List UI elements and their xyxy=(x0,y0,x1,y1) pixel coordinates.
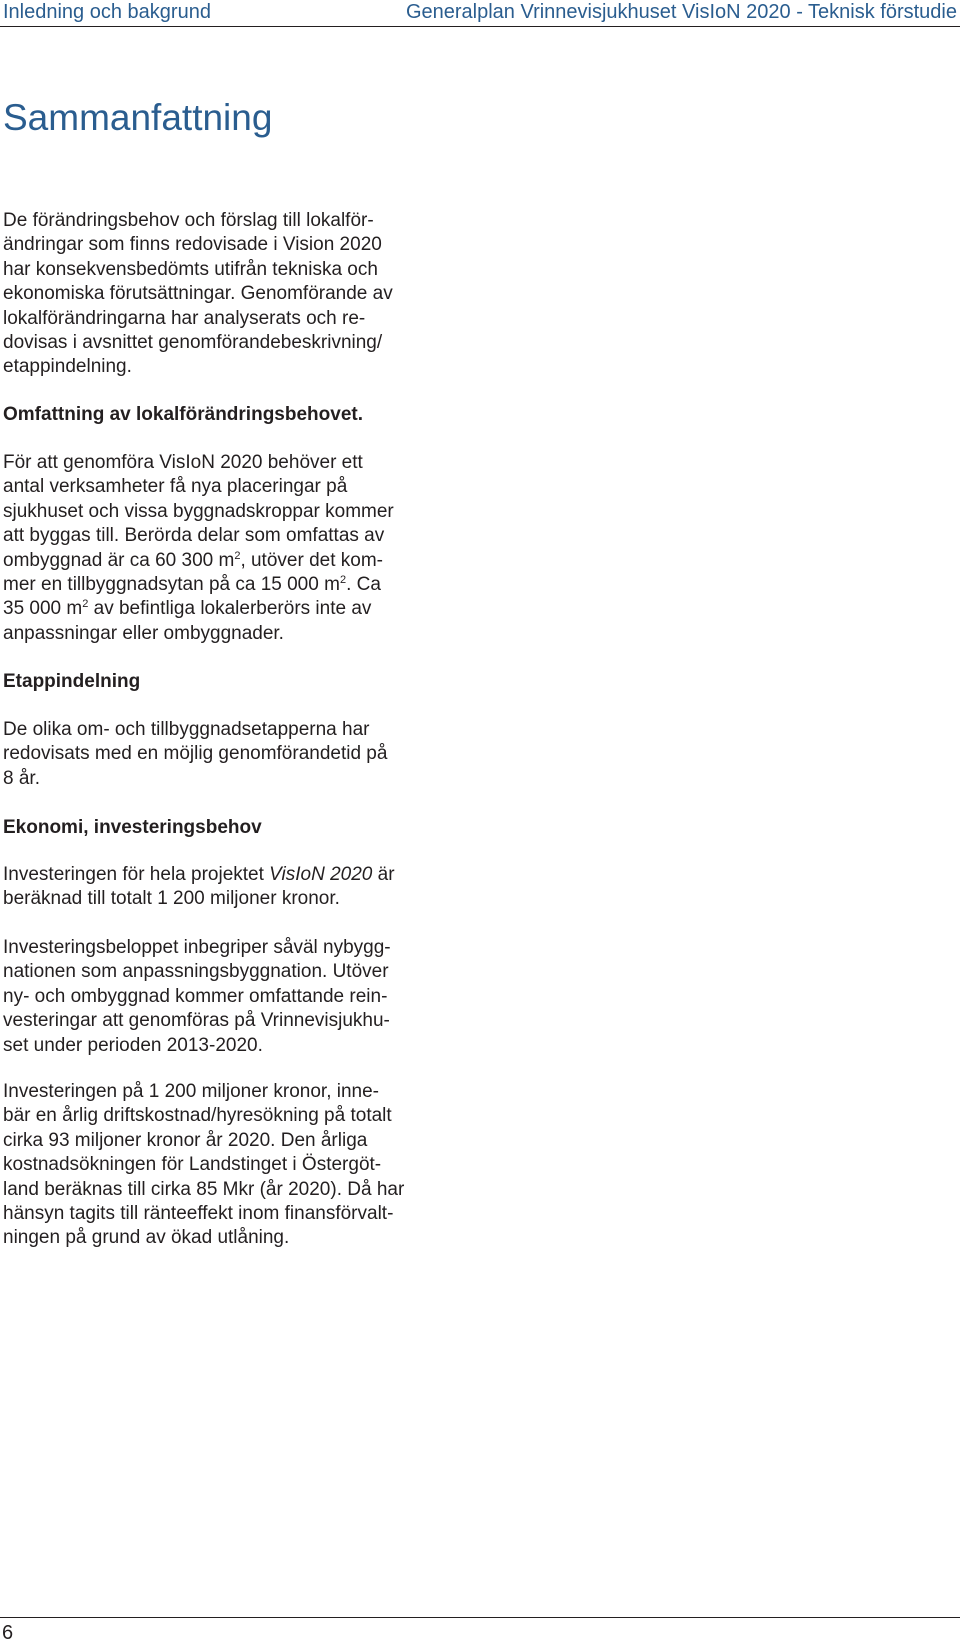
economy-line: land beräknas till cirka 85 Mkr (år 2020). Då har xyxy=(3,1178,405,1200)
intro-line: De förändringsbehov och förslag till lokalför- xyxy=(3,210,374,231)
economy-line: Investeringen på 1 200 miljoner kronor, inne- xyxy=(3,1081,380,1102)
intro-paragraph xyxy=(3,209,443,380)
scope-text: 35 000 m xyxy=(3,598,83,620)
economy-line: cirka 93 miljoner kronor år 2020. Den årliga xyxy=(3,1129,368,1151)
page-number: 6 xyxy=(2,1622,14,1644)
economy-line xyxy=(3,863,443,887)
intro-line: har konsekvensbedömts utifrån tekniska och xyxy=(3,258,378,280)
intro-line: dovisas i avsnittet genomförandebeskrivning/ xyxy=(3,332,383,354)
economy-text: Investeringen för hela projektet xyxy=(3,864,270,885)
scope-paragraph xyxy=(3,451,443,646)
phasing-paragraph xyxy=(3,718,443,791)
scope-line xyxy=(3,549,443,573)
intro-line: etappindelning. xyxy=(3,356,132,378)
page-title: Sammanfattning xyxy=(3,97,273,138)
superscript: 2 xyxy=(82,598,89,611)
scope-line: att byggas till. Berörda delar som omfattas av xyxy=(3,525,385,547)
scope-text: ombyggnad är ca 60 300 m xyxy=(3,549,235,571)
scope-line: sjukhuset och vissa byggnadskroppar kommer xyxy=(3,500,394,522)
economy-line: Investeringsbeloppet inbegriper såväl nybygg- xyxy=(3,937,391,958)
phasing-line: De olika om- och tillbyggnadsetapperna har xyxy=(3,719,370,740)
economy-line: beräknad till totalt 1 200 miljoner kronor. xyxy=(3,888,340,910)
superscript: 2 xyxy=(339,574,347,587)
scope-text: av befintliga lokalerberörs inte av xyxy=(88,598,372,620)
footer-divider xyxy=(0,1617,960,1618)
scope-text: , utöver det kom- xyxy=(240,549,383,571)
scope-line: antal verksamheter få nya placeringar på xyxy=(3,476,348,498)
economy-line: set under perioden 2013-2020. xyxy=(3,1034,263,1056)
economy-text: är xyxy=(372,864,395,885)
scope-line: För att genomföra VisIoN 2020 behöver ett xyxy=(3,452,363,473)
economy-paragraph-2 xyxy=(3,936,443,1058)
scope-text: mer en tillbyggnadsytan på ca 15 000 m xyxy=(3,574,340,596)
economy-line: kostnadsökningen för Landstinget i Östergöt- xyxy=(3,1154,382,1176)
economy-line: ny- och ombyggnad kommer omfattande rein- xyxy=(3,985,388,1007)
intro-line: lokalförändringarna har analyserats och re- xyxy=(3,307,366,329)
economy-line: vesteringar att genomföras på Vrinnevisjukhu- xyxy=(3,1010,390,1032)
economy-paragraph-3 xyxy=(3,1080,443,1251)
intro-line: ekonomiska förutsättningar. Genomförande av xyxy=(3,283,393,305)
phasing-line: redovisats med en möjlig genomförandetid på xyxy=(3,743,388,765)
scope-line xyxy=(3,597,443,621)
economy-paragraph-1 xyxy=(3,863,443,912)
scope-text: . Ca xyxy=(346,574,381,596)
scope-line xyxy=(3,573,443,597)
economy-line: hänsyn tagits till ränteeffekt inom finansförvalt- xyxy=(3,1203,394,1225)
superscript: 2 xyxy=(234,549,241,562)
scope-line: anpassningar eller ombyggnader. xyxy=(3,622,284,644)
header-section-title: Inledning och bakgrund xyxy=(3,1,211,23)
scope-heading: Omfattning av lokalförändringsbehovet. xyxy=(3,404,363,425)
running-header xyxy=(0,0,960,27)
economy-heading: Ekonomi, investeringsbehov xyxy=(3,817,262,838)
economy-line: bär en årlig driftskostnad/hyresökning på totalt xyxy=(3,1105,392,1127)
intro-line: ändringar som finns redovisade i Vision 2020 xyxy=(3,234,382,256)
project-name: VisIoN 2020 xyxy=(269,864,373,885)
phasing-line: 8 år. xyxy=(3,767,40,789)
economy-line: ningen på grund av ökad utlåning. xyxy=(3,1227,290,1249)
header-document-title: Generalplan Vrinnevisjukhuset VisIoN 2020 - Teknisk förstudie xyxy=(405,1,957,23)
economy-line: nationen som anpassningsbyggnation. Utöver xyxy=(3,961,389,983)
phasing-heading: Etappindelning xyxy=(3,671,141,692)
